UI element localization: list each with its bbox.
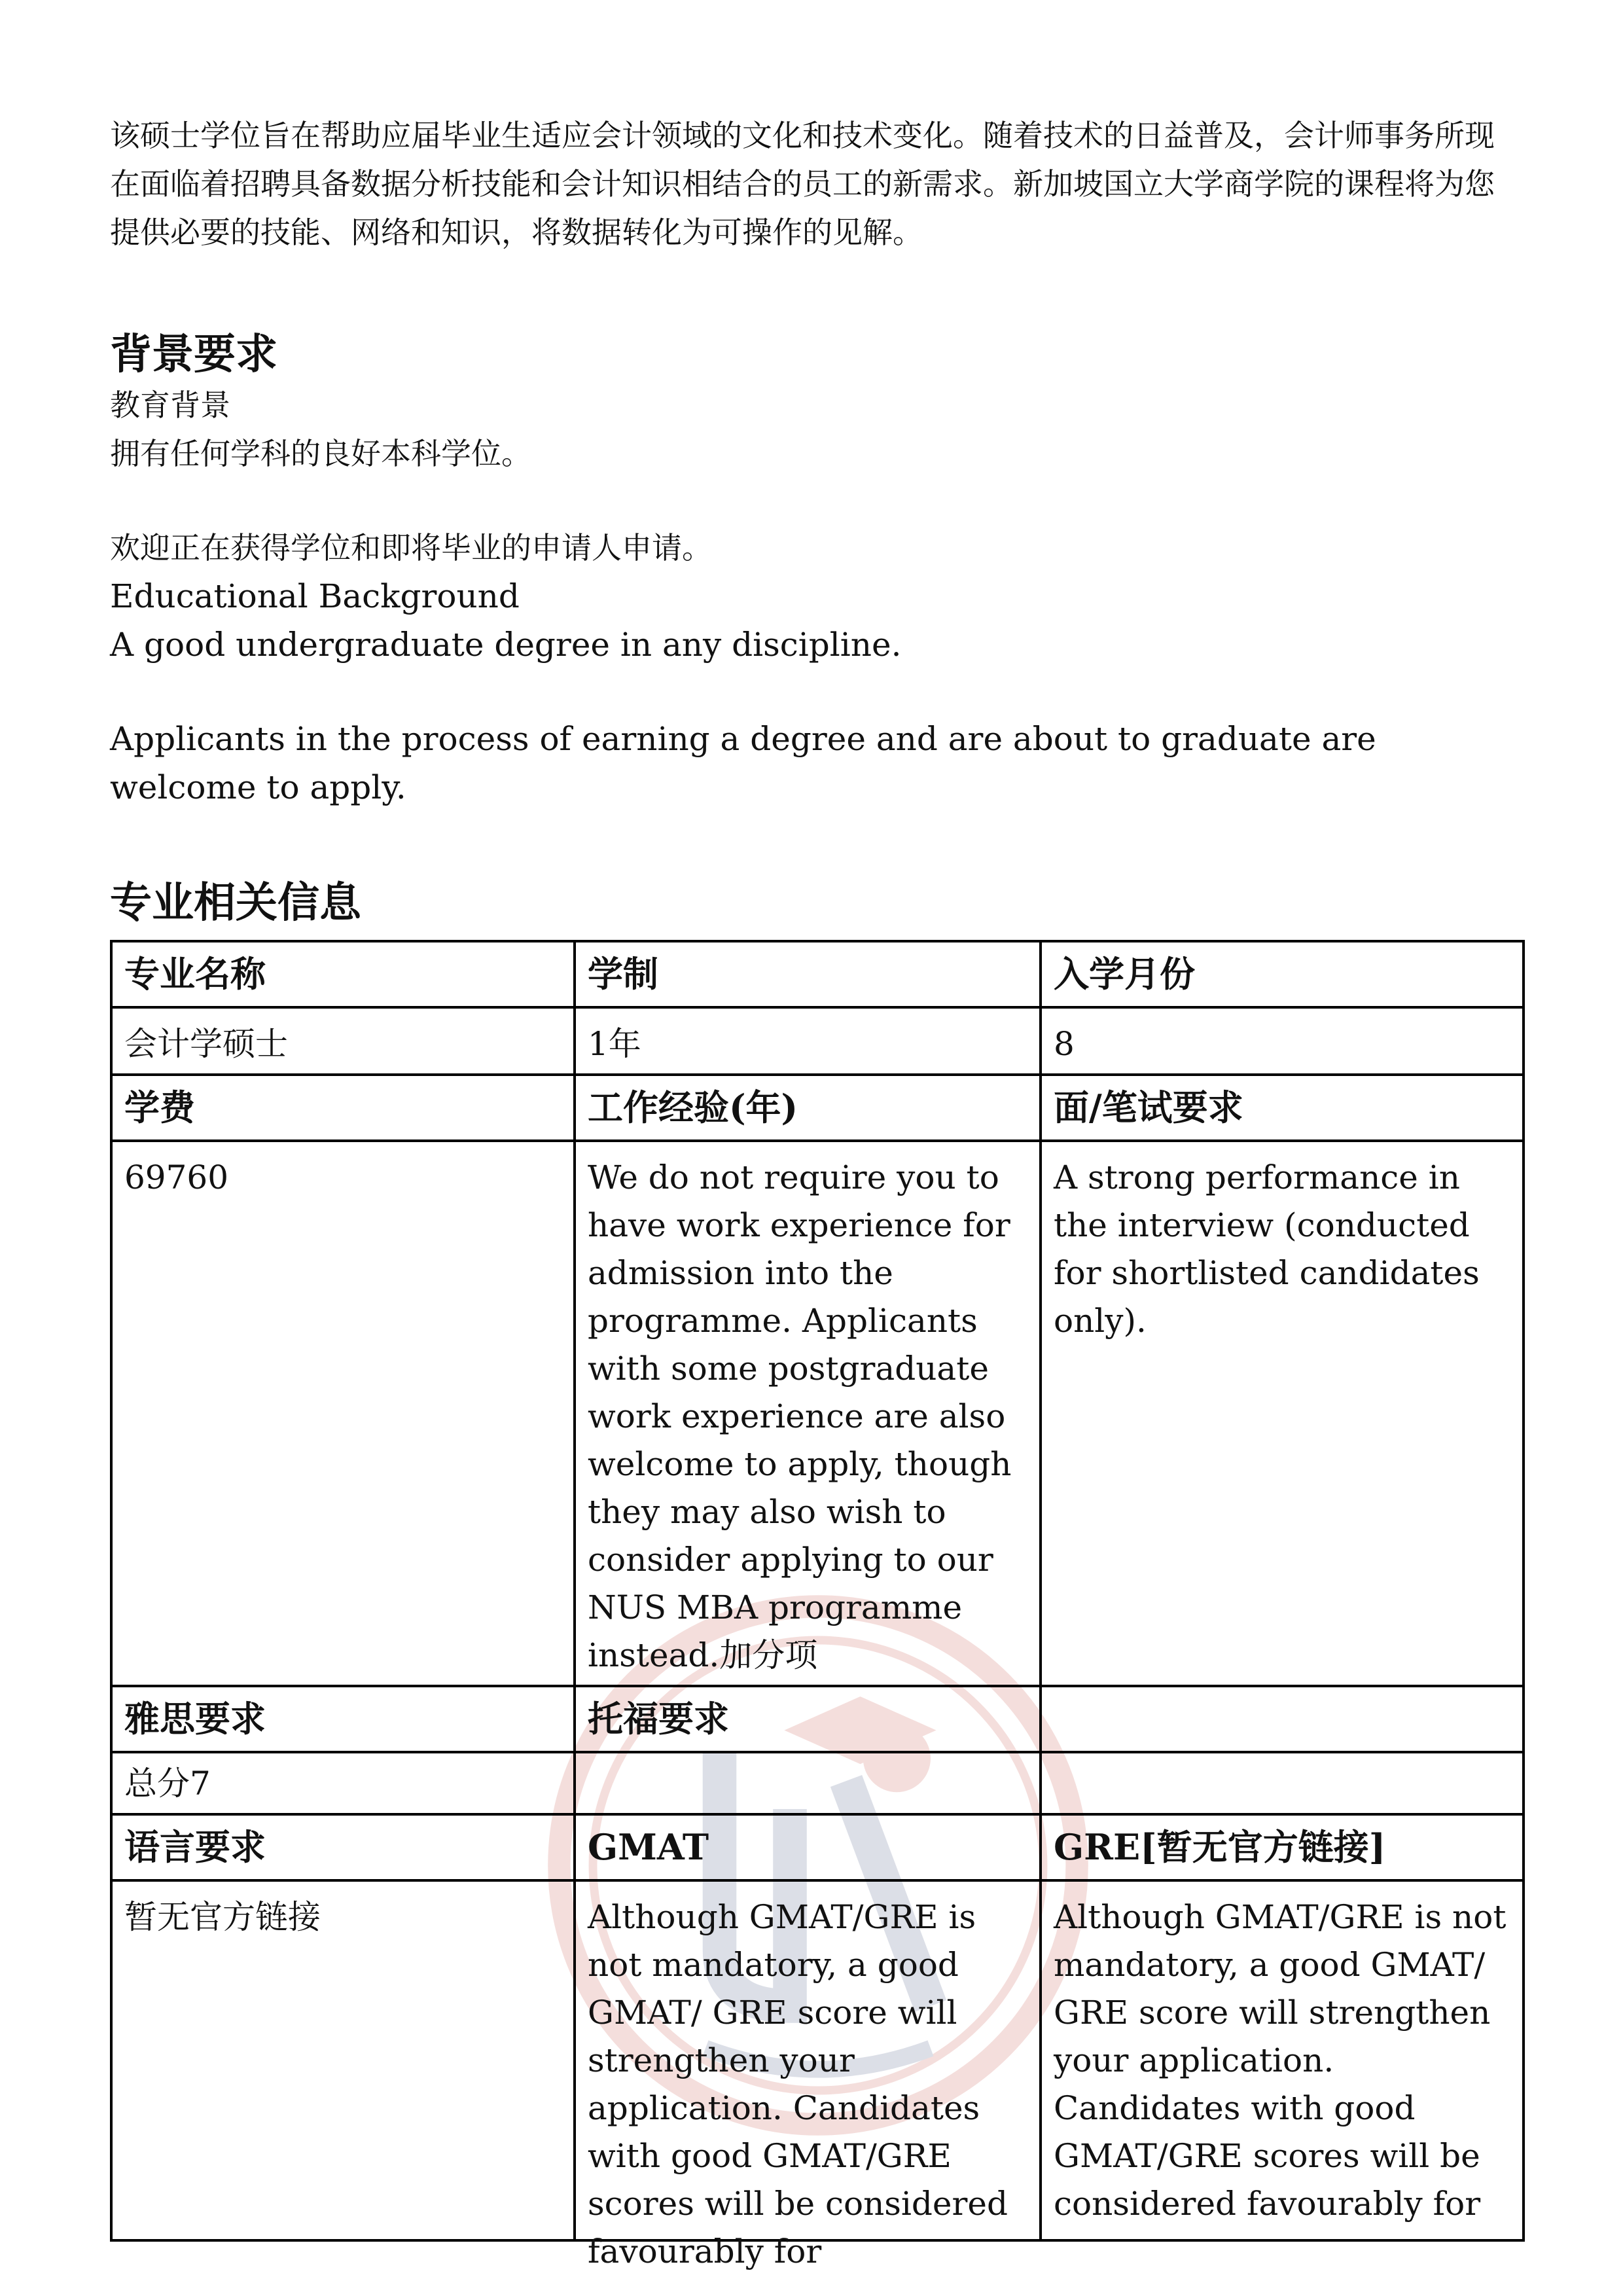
edu-text-cn: 拥有任何学科的良好本科学位。 (110, 436, 531, 471)
table-header-row (111, 1814, 1524, 1880)
table-header-row (111, 1075, 1524, 1141)
edu-label-cn: 教育背景 (110, 387, 230, 423)
edu-text-en: A good undergraduate degree in any discipline. (110, 626, 902, 664)
program-info-table (110, 940, 1525, 2270)
cell-text: Although GMAT/GRE is not mandatory, a good GMAT/ GRE score will strengthen your application. Candidates with good GMAT/GRE scores will be considered favourably for (1054, 1898, 1507, 2223)
document-page (110, 111, 1521, 2270)
table-cell: 69760 (111, 1141, 575, 1686)
table-row (111, 1752, 1524, 1814)
table-cell: 会计学硕士 (111, 1007, 575, 1075)
table-cell: 1年 (575, 1007, 1041, 1075)
table-header-cell: 工作经验(年) (575, 1075, 1041, 1141)
cell-text: Although GMAT/GRE is not mandatory, a good GMAT/ GRE score will strengthen your application. Candidates with good GMAT/GRE scores will be considered favourably for (588, 1898, 1008, 2270)
table-cell: 8 (1041, 1007, 1524, 1075)
table-header-cell: 雅思要求 (111, 1686, 575, 1752)
background-heading: 背景要求 (110, 330, 277, 379)
table-header-cell: 面/笔试要求 (1041, 1075, 1524, 1141)
table-cell: 总分7 (111, 1752, 575, 1814)
table-header-cell: 语言要求 (111, 1814, 575, 1880)
program-heading: 专业相关信息 (110, 878, 361, 927)
table-row (111, 1007, 1524, 1075)
edu-label-en: Educational Background (110, 577, 520, 615)
intro-paragraph: 该硕士学位旨在帮助应届毕业生适应会计领域的文化和技术变化。随着技术的日益普及，会计师事务所现在面临着招聘具备数据分析技能和会计知识相结合的员工的新需求。新加坡国立大学商学院的课程将为您提供必要的技能、网络和知识，将数据转化为可操作的见解。 (110, 118, 1495, 250)
table-header-cell: 入学月份 (1041, 941, 1524, 1007)
welcome-en: Applicants in the process of earning a degree and are about to graduate are welcome to apply. (110, 720, 1376, 806)
table-header-row (111, 941, 1524, 1007)
table-header-cell: GMAT (575, 1814, 1041, 1880)
table-row (111, 1880, 1524, 2240)
table-header-cell: 学制 (575, 941, 1041, 1007)
table-cell: A strong performance in the interview (conducted for shortlisted candidates only). (1041, 1141, 1524, 1686)
table-row (111, 1141, 1524, 1686)
table-cell: We do not require you to have work experience for admission into the programme. Applicants with some postgraduate work experience are also welcome to apply, though they may also wish to consider applying to our NUS MBA programme instead.加分项 (575, 1141, 1041, 1686)
table-cell (575, 1880, 1041, 2270)
table-header-row (111, 1686, 1524, 1752)
table-cell (1041, 1880, 1524, 2240)
table-header-cell (1041, 1686, 1524, 1752)
table-cell (575, 1752, 1041, 1814)
table-cell: 暂无官方链接 (111, 1880, 575, 2240)
table-header-cell: 托福要求 (575, 1686, 1041, 1752)
table-cell (1041, 1752, 1524, 1814)
table-header-cell: 学费 (111, 1075, 575, 1141)
table-header-cell: 专业名称 (111, 941, 575, 1007)
table-header-cell: GRE[暂无官方链接] (1041, 1814, 1524, 1880)
welcome-cn: 欢迎正在获得学位和即将毕业的申请人申请。 (110, 530, 712, 565)
